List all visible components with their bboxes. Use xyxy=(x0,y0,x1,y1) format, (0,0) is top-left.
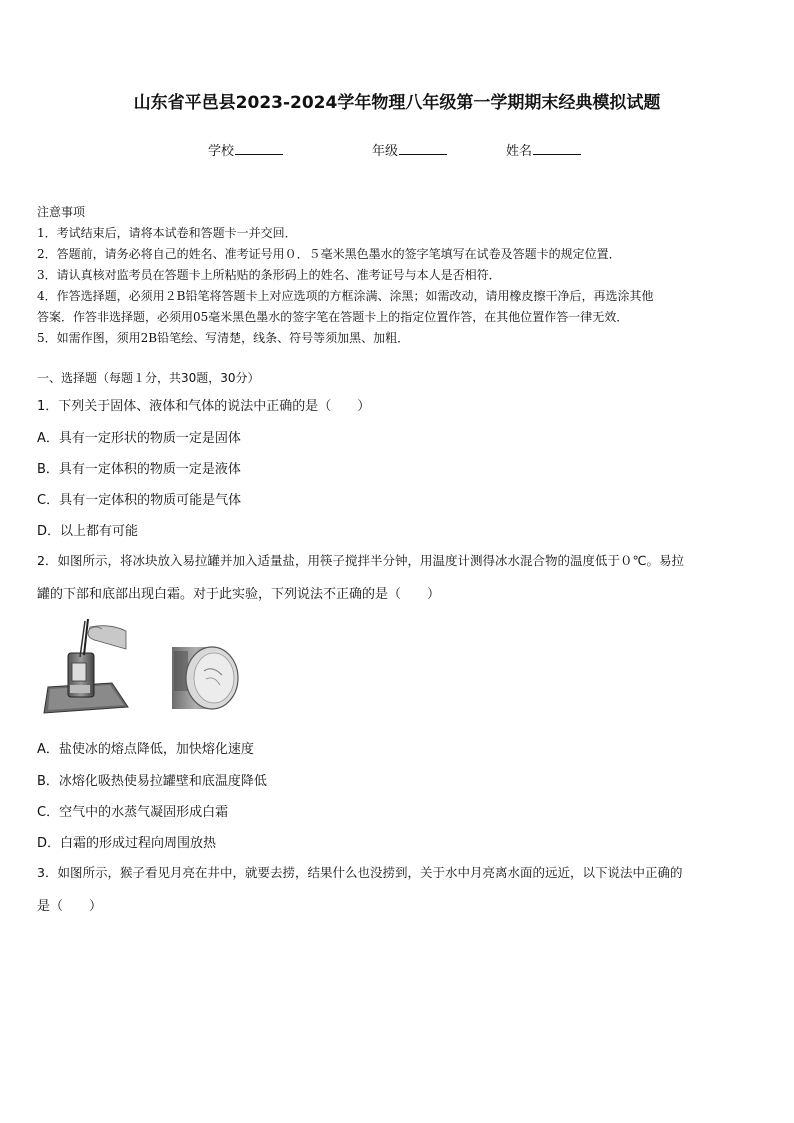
q1-option-a: A．具有一定形状的物质一定是固体 xyxy=(37,431,241,446)
q1-option-b: B．具有一定体积的物质一定是液体 xyxy=(37,462,241,477)
note-item: 5．如需作图，须用2B铅笔绘、写清楚，线条、符号等须加黑、加粗． xyxy=(37,331,410,345)
q2-option-a: A．盐使冰的熔点降低，加快熔化速度 xyxy=(37,742,254,757)
name-blank xyxy=(533,142,581,155)
grade-blank xyxy=(399,142,447,155)
school-blank xyxy=(235,142,283,155)
note-item: 4．作答选择题，必须用２B铅笔将答题卡上对应选项的方框涂满、涂黑；如需改动，请用橡皮擦干净后，再选涂其他 xyxy=(37,289,654,303)
question-3-stem-line1: 3．如图所示，猴子看见月亮在井中，就要去捞，结果什么也没捞到，关于水中月亮离水面的远近，以下说法中正确的 xyxy=(37,865,683,880)
q2-option-b: B．冰熔化吸热使易拉罐壁和底温度降低 xyxy=(37,774,267,789)
school-field xyxy=(208,140,283,159)
note-item: 2．答题前，请务必将自己的姓名、准考证号用０．５毫米黑色墨水的签字笔填写在试卷及答题卡的规定位置． xyxy=(37,247,621,261)
q2-option-c: C．空气中的水蒸气凝固形成白霜 xyxy=(37,805,229,820)
grade-field xyxy=(372,140,447,159)
exam-title: 山东省平邑县2023-2024学年物理八年级第一学期期末经典模拟试题 xyxy=(133,93,661,113)
school-label: 学校 xyxy=(208,144,235,159)
grade-label: 年级 xyxy=(372,144,399,159)
q1-option-c: C．具有一定体积的物质可能是气体 xyxy=(37,493,242,508)
section-heading: 一、选择题（每题１分，共30题，30分） xyxy=(37,371,260,385)
can-bottom-frost-photo xyxy=(172,645,242,715)
question-2-stem-line1: 2．如图所示，将冰块放入易拉罐并加入适量盐，用筷子搅拌半分钟，用温度计测得冰水混合物的温度低于０℃。易拉 xyxy=(37,553,684,568)
note-item: 3．请认真核对监考员在答题卡上所粘贴的条形码上的姓名、准考证号与本人是否相符． xyxy=(37,268,501,282)
q1-option-d: D．以上都有可能 xyxy=(37,524,139,539)
question-1-stem: 1．下列关于固体、液体和气体的说法中正确的是（ ） xyxy=(37,399,371,414)
question-2-stem-line2: 罐的下部和底部出现白霜。对于此实验，下列说法不正确的是（ ） xyxy=(37,587,441,602)
question-3-stem-line2: 是（ ） xyxy=(37,899,103,914)
note-item: 1．考试结束后，请将本试卷和答题卡一并交回． xyxy=(37,226,297,240)
q2-option-d: D．白霜的形成过程向周围放热 xyxy=(37,836,217,851)
name-label: 姓名 xyxy=(506,144,533,159)
name-field xyxy=(506,140,581,159)
can-stirring-photo xyxy=(40,615,130,715)
note-item: 答案．作答非选择题，必须用05毫米黑色墨水的签字笔在答题卡上的指定位置作答，在其他位置作答一律无效． xyxy=(37,310,629,324)
notes-heading: 注意事项 xyxy=(37,205,86,219)
